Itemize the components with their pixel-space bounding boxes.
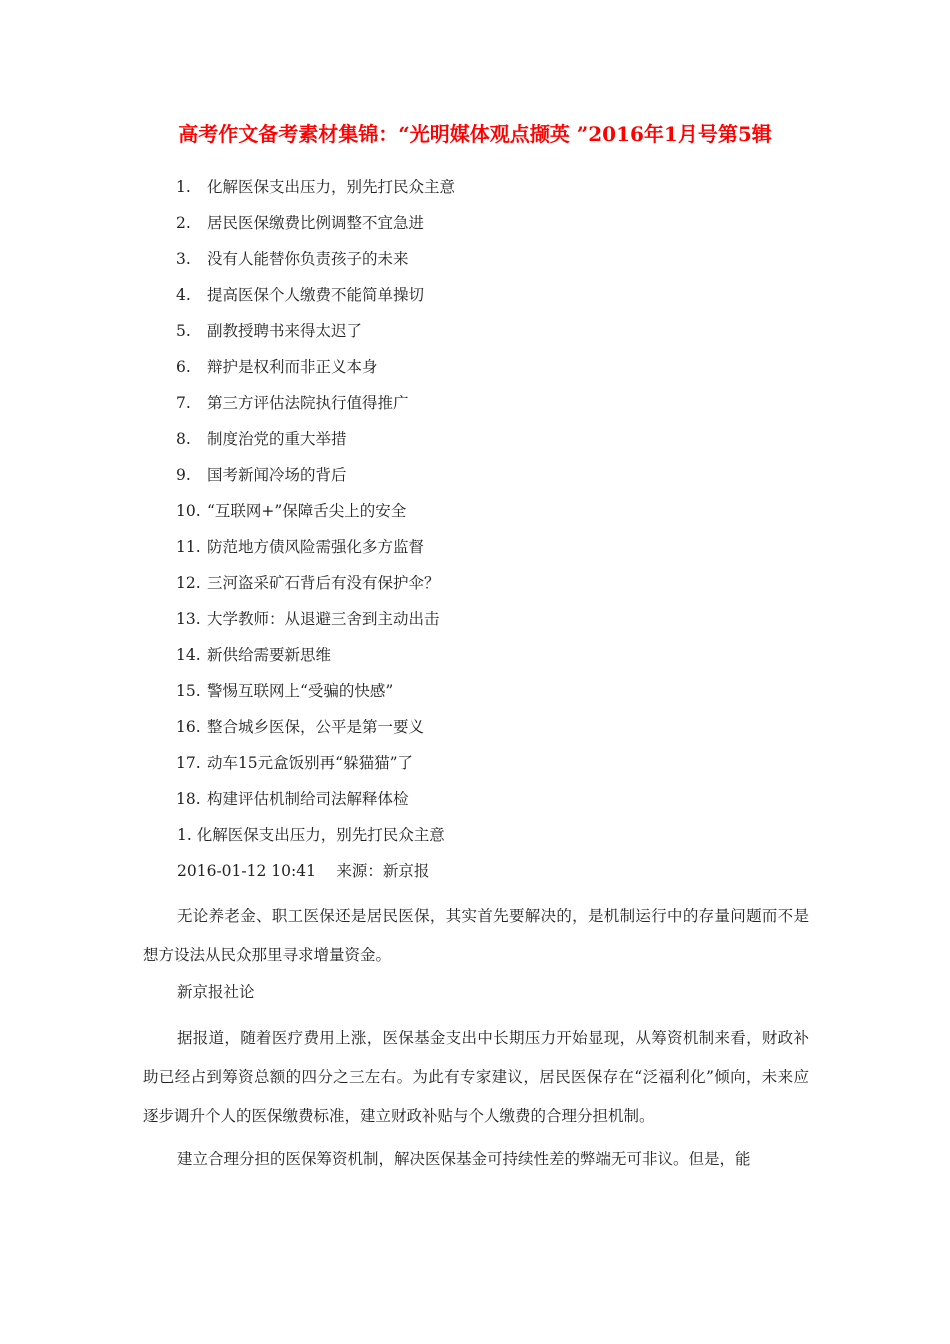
toc-item: 15. 警惕互联网上“受骗的快感” (176, 682, 394, 700)
toc-item: 3. 没有人能替你负责孩子的未来 (176, 250, 409, 268)
toc-item: 11. 防范地方债风险需强化多方监督 (176, 538, 424, 556)
toc-item: 12. 三河盗采矿石背后有没有保护伞？ (176, 574, 440, 592)
toc-item: 6. 辩护是权利而非正义本身 (176, 358, 378, 376)
article-paragraph: 建立合理分担的医保筹资机制，解决医保基金可持续性差的弊端无可非议。但是，能 (177, 1150, 751, 1168)
toc-item: 1. 化解医保支出压力，别先打民众主意 (176, 178, 455, 196)
toc-item: 4. 提高医保个人缴费不能简单操切 (176, 286, 424, 304)
toc-item: 7. 第三方评估法院执行值得推广 (176, 394, 409, 412)
toc-item: 18. 构建评估机制给司法解释体检 (176, 790, 409, 808)
article-meta: 2016-01-12 10:41 来源：新京报 (177, 862, 430, 880)
article-heading: 1. 化解医保支出压力，别先打民众主意 (177, 826, 445, 844)
article-byline: 新京报社论 (177, 983, 255, 1001)
toc-item: 2. 居民医保缴费比例调整不宜急进 (176, 214, 424, 232)
toc-item: 17. 动车15元盒饭别再“躲猫猫”了 (176, 754, 414, 772)
document-title: 高考作文备考素材集锦：“光明媒体观点撷英 ”2016年1月号第5辑 (178, 122, 772, 146)
toc-item: 5. 副教授聘书来得太迟了 (176, 322, 362, 340)
table-of-contents (176, 175, 455, 823)
toc-item: 14. 新供给需要新思维 (176, 646, 331, 664)
toc-item: 10. “互联网+”保障舌尖上的安全 (176, 502, 407, 520)
article-lead: 无论养老金、职工医保还是居民医保，其实首先要解决的，是机制运行中的存量问题而不是想方设法从民众那里寻求增量资金。 (143, 907, 809, 964)
toc-item: 9. 国考新闻冷场的背后 (176, 466, 347, 484)
toc-item: 16. 整合城乡医保，公平是第一要义 (176, 718, 424, 736)
article-paragraph: 据报道，随着医疗费用上涨，医保基金支出中长期压力开始显现，从筹资机制来看，财政补助已经占到筹资总额的四分之三左右。为此有专家建议，居民医保存在“泛福利化”倾向，未来应逐步调升个人的医保缴费标准，建立财政补贴与个人缴费的合理分担机制。 (143, 1029, 809, 1125)
toc-item: 13. 大学教师：从退避三舍到主动出击 (176, 610, 440, 628)
article (143, 823, 809, 1179)
toc-item: 8. 制度治党的重大举措 (176, 430, 347, 448)
